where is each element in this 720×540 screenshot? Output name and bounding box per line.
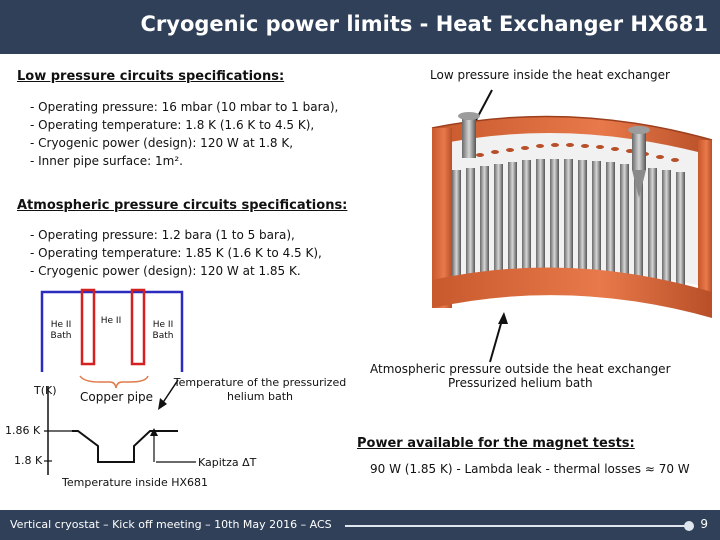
atmospheric-image-label-line1: Atmospheric pressure outside the heat exchanger xyxy=(370,362,671,376)
pressurized-temp-label xyxy=(160,376,360,404)
inside-temp-label: Temperature inside HX681 xyxy=(62,476,209,489)
list-item: - Operating temperature: 1.85 K (1.6 K to 4.5 K), xyxy=(30,246,322,260)
t-axis-label: T(K) xyxy=(34,384,57,397)
footer-text: Vertical cryostat – Kick off meeting – 10th May 2016 – ACS xyxy=(10,518,332,531)
inlet-pipe-left xyxy=(462,116,476,158)
list-item: - Cryogenic power (design): 120 W at 1.8 K, xyxy=(30,136,294,150)
power-heading: Power available for the magnet tests: xyxy=(357,436,635,451)
title-bar xyxy=(0,0,720,54)
low-pressure-heading: Low pressure circuits specifications: xyxy=(17,69,285,84)
list-item: - Operating temperature: 1.8 K (1.6 K to 4.5 K), xyxy=(30,118,315,132)
list-item: - Inner pipe surface: 1m². xyxy=(30,154,183,168)
low-pressure-list xyxy=(30,98,338,170)
temperature-profile xyxy=(72,431,178,462)
footer-progress-line xyxy=(345,525,685,527)
tick-low-label: 1.8 K xyxy=(14,454,43,467)
copper-pipe-bracket xyxy=(80,376,148,388)
copper-pipe-label: Copper pipe xyxy=(80,390,154,404)
pressurized-temp-text: Temperature of the pressurized helium bath xyxy=(173,376,347,403)
he-bath-left-text: He II Bath xyxy=(50,320,72,341)
footer-progress-dot xyxy=(684,521,694,531)
page-number: 9 xyxy=(700,517,708,531)
footer-bar xyxy=(0,510,720,540)
low-pressure-image-label: Low pressure inside the heat exchanger xyxy=(430,68,670,82)
heat-exchanger-illustration xyxy=(420,80,720,370)
atmospheric-heading: Atmospheric pressure circuits specifications: xyxy=(17,198,348,213)
power-formula: 90 W (1.85 K) - Lambda leak - thermal losses ≈ 70 W xyxy=(370,462,690,476)
copper-pipe-left-wall xyxy=(82,290,94,364)
copper-pipe-right-wall xyxy=(132,290,144,364)
list-item: - Cryogenic power (design): 120 W at 1.85 K. xyxy=(30,264,301,278)
outer-wall-right xyxy=(698,140,712,300)
list-item: - Operating pressure: 16 mbar (10 mbar to 1 bara), xyxy=(30,100,339,114)
kapitza-label: Kapitza ΔT xyxy=(198,456,257,469)
atmospheric-list xyxy=(30,226,322,280)
he-bath-right-label xyxy=(148,320,178,342)
atmospheric-image-label xyxy=(370,362,671,390)
he-bath-left-label xyxy=(42,320,80,342)
pointer-arrow-bottom xyxy=(490,320,502,362)
slide-title: Cryogenic power limits - Heat Exchanger HX681 xyxy=(140,12,708,36)
atmospheric-image-label-line2: Pressurized helium bath xyxy=(447,376,593,390)
he-center-label: He II xyxy=(100,316,122,326)
tick-high-label: 1.86 K xyxy=(5,424,41,437)
inlet-pipe-right xyxy=(632,130,646,170)
list-item: - Operating pressure: 1.2 bara (1 to 5 bara), xyxy=(30,228,295,242)
he-bath-right-text: He II Bath xyxy=(152,320,174,341)
